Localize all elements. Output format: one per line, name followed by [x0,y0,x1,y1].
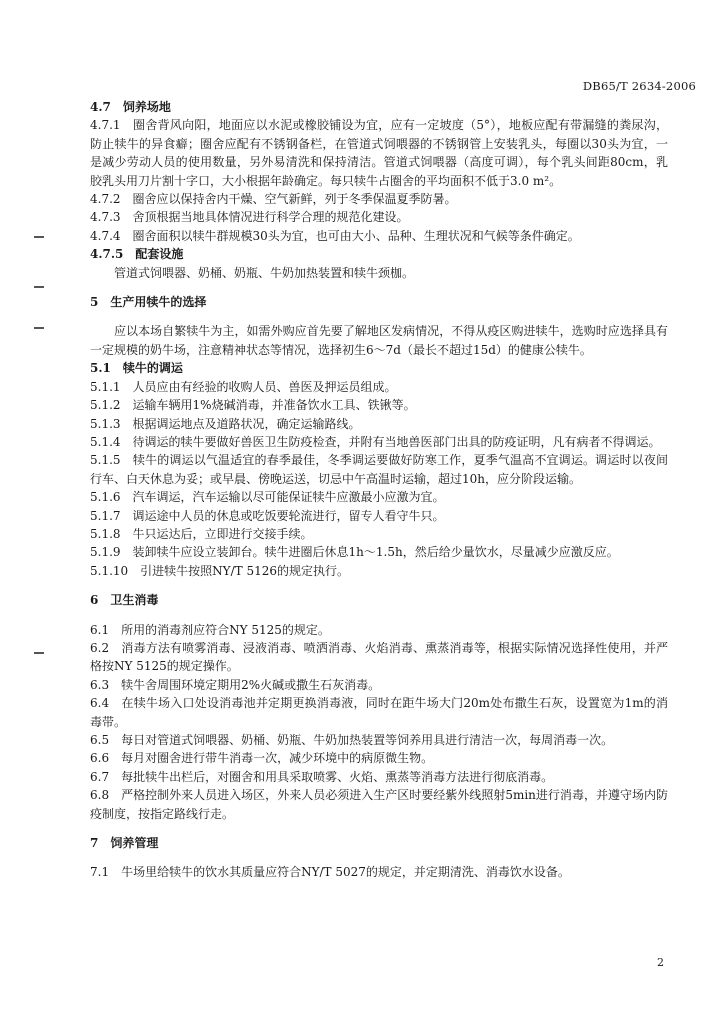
clause-4-7-5: 管道式饲喂器、奶桶、奶瓶、牛奶加热装置和犊牛颈枷。 [114,265,415,280]
clause-4-7-3: 4.7.3 舍顶根据当地具体情况进行科学合理的规范化建设。 [90,210,409,225]
section-5-1-heading: 5.1 犊牛的调运 [90,361,183,376]
margin-mark [34,327,44,329]
clause-6-8: 6.8 严格控制外来人员进入场区，外来人员必须进入生产区时要经紫外线照射5min进行消毒，并遵守场内防疫制度，按指定路线行走。 [90,788,668,821]
section-5-intro: 应以本场自繁犊牛为主，如需外购应首先要了解地区发病情况，不得从疫区购进犊牛，选购时应选择具有一定规模的奶牛场，注意精神状态等情况，选择初生6～7d（最长不超过15d）的健康公犊牛。 [90,324,668,357]
clause-5-1-4: 5.1.4 待调运的犊牛要做好兽医卫生防疫检查，并附有当地兽医部门出具的防疫证明，凡有病者不得调运。 [90,434,661,449]
clause-5-1-9: 5.1.9 装卸犊牛应设立装卸台。犊牛进圈后休息1h～1.5h，然后给少量饮水，尽量减少应激反应。 [90,545,619,560]
clause-6-5: 6.5 每日对管道式饲喂器、奶桶、奶瓶、牛奶加热装置等饲养用具进行清洁一次，每周消毒一次。 [90,733,614,747]
document-body [90,98,668,882]
section-5-heading: 5 生产用犊牛的选择 [90,295,207,310]
clause-5-1-2: 5.1.2 运输车辆用1%烧碱消毒，并准备饮水工具、铁锹等。 [90,398,416,413]
clause-4-7-4: 4.7.4 圈舍面积以犊牛群规模30头为宜，也可由大小、品种、生理状况和气候等条件确定。 [90,228,580,243]
clause-6-6: 6.6 每月对圈舍进行带牛消毒一次，减少环境中的病原微生物。 [90,751,434,766]
clause-6-1: 6.1 所用的消毒剂应符合NY 5125的规定。 [90,622,330,637]
clause-5-1-8: 5.1.8 牛只运达后，立即进行交接手续。 [90,526,313,541]
clause-6-2: 6.2 消毒方法有喷雾消毒、浸液消毒、喷洒消毒、火焰消毒、熏蒸消毒等，根据实际情况选择性使用，并严格按NY 5125的规定操作。 [90,640,668,674]
clause-5-1-6: 5.1.6 汽车调运，汽车运输以尽可能保证犊牛应激最小应激为宜。 [90,490,445,505]
clause-4-7-5-heading: 4.7.5 配套设施 [90,247,184,262]
clause-4-7-2: 4.7.2 圈舍应以保持舍内干燥、空气新鲜，列于冬季保温夏季防暑。 [90,192,457,207]
document-code: DB65/T 2634-2006 [582,79,696,93]
section-6-heading: 6 卫生消毒 [90,593,159,608]
clause-7-1: 7.1 牛场里给犊牛的饮水其质量应符合NY/T 5027的规定，并定期清洗、消毒饮水设备。 [90,865,570,880]
clause-5-1-5: 5.1.5 犊牛的调运以气温适宜的春季最佳，冬季调运要做好防寒工作，夏季气温高不宜调运。调运时以夜间行车、白天休息为妥；或早晨、傍晚运送，切忌中午高温时运输，超过10h，应分阶段运输。 [90,453,668,486]
clause-5-1-3: 5.1.3 根据调运地点及道路状况，确定运输路线。 [90,416,361,431]
margin-mark [34,286,44,288]
clause-5-1-10: 5.1.10 引进犊牛按照NY/T 5126的规定执行。 [90,563,349,578]
clause-6-4: 6.4 在犊牛场入口处设消毒池并定期更换消毒液，同时在距牛场大门20m处布撒生石灰，设置宽为1m的消毒带。 [90,696,668,729]
margin-mark [34,236,44,238]
margin-mark [34,652,44,654]
section-7-heading: 7 饲养管理 [90,836,159,851]
clause-5-1-1: 5.1.1 人员应由有经验的收购人员、兽医及押运员组成。 [90,379,397,394]
clause-6-7: 6.7 每批犊牛出栏后，对圈舍和用具采取喷雾、火焰、熏蒸等消毒方法进行彻底消毒。 [90,769,554,784]
section-4-7-heading: 4.7 饲养场地 [90,100,171,114]
page-number: 2 [657,956,664,969]
clause-5-1-7: 5.1.7 调运途中人员的休息或吃饭要轮流进行，留专人看守牛只。 [90,508,445,523]
clause-6-3: 6.3 犊牛舍周围环境定期用2%火碱或撒生石灰消毒。 [90,677,381,692]
clause-4-7-1: 4.7.1 圈舍背风向阳，地面应以水泥或橡胶铺设为宜，应有一定坡度（5°），地板应配有带漏缝的粪尿沟，防止犊牛的异食癖；圈舍应配有不锈钢备栏，在管道式饲喂器的不锈钢管上安装乳头，每圈以30头为宜，一是减少劳动人员的使用数量，另外易清洗和保持清洁。管道式饲喂器（高度可调），每个乳头间距80cm，乳胶乳头用刀片割十字口，大小根据年龄确定。每只犊牛占圈舍的平均面积不低于3.0 m²。 [90,118,668,188]
